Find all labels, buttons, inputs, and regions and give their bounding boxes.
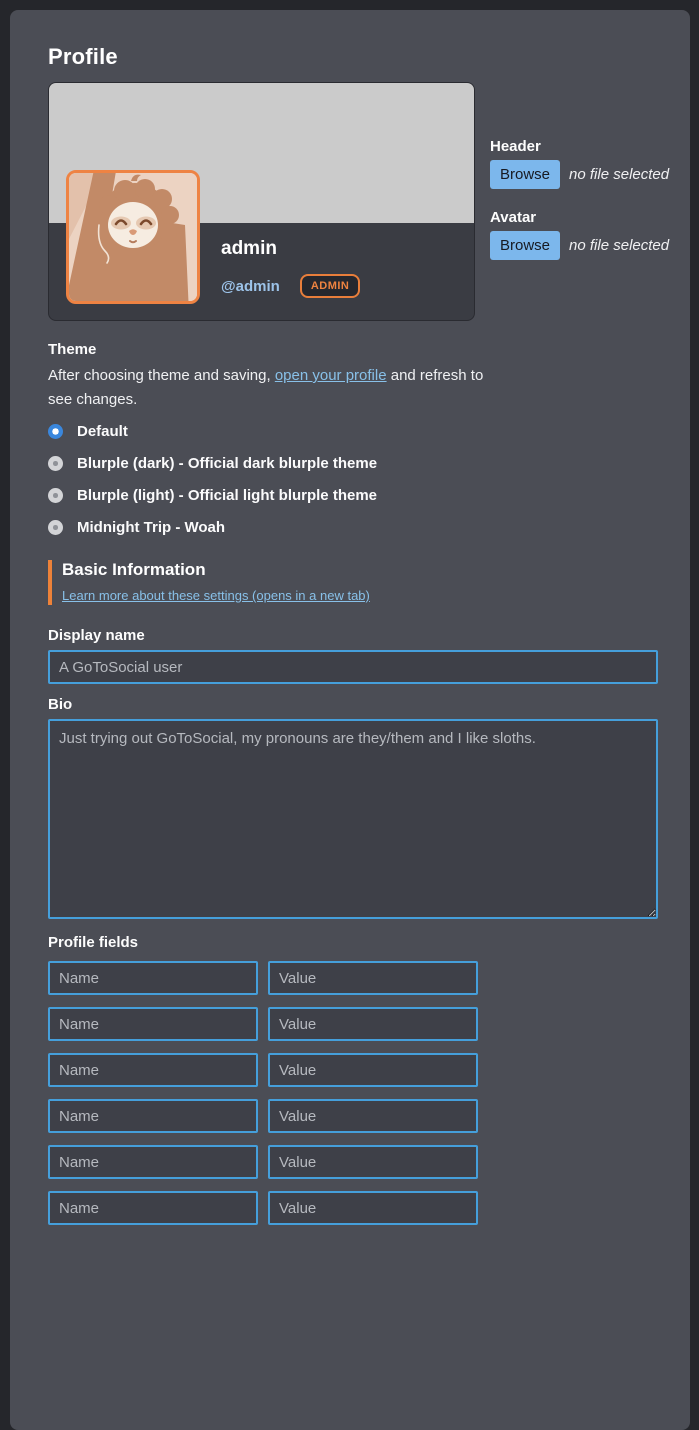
theme-description-text: After choosing theme and saving, [48, 367, 275, 384]
basic-information-title: Basic Information [62, 560, 206, 579]
profile-field-value-input[interactable] [268, 1099, 478, 1133]
profile-fields-label: Profile fields [48, 934, 139, 951]
profile-field-value-input[interactable] [268, 1191, 478, 1225]
theme-option-label: Midnight Trip - Woah [77, 518, 226, 536]
radio-button-icon[interactable] [48, 424, 63, 439]
profile-field-name-input[interactable] [48, 1053, 258, 1087]
profile-field-value-input[interactable] [268, 1007, 478, 1041]
theme-description-text: and refresh to see changes. [48, 367, 484, 408]
theme-option-label: Blurple (dark) - Official dark blurple theme [77, 454, 378, 472]
profile-field-row [48, 1191, 668, 1225]
bio-label: Bio [48, 696, 73, 713]
avatar-file-status: no file selected [569, 237, 670, 254]
theme-option-label: Default [77, 422, 128, 440]
profile-field-value-input[interactable] [268, 961, 478, 995]
theme-option-blurple-dark[interactable] [48, 454, 668, 472]
radio-button-icon[interactable] [48, 456, 63, 471]
profile-field-name-input[interactable] [48, 1191, 258, 1225]
display-name-label: Display name [48, 627, 145, 644]
header-browse-button[interactable]: Browse [490, 160, 560, 189]
sloth-avatar-image [69, 173, 197, 301]
avatar-upload-group [490, 209, 669, 260]
theme-options [48, 422, 668, 536]
card-username: @admin [221, 277, 280, 295]
bio-input[interactable] [48, 719, 658, 919]
profile-preview-card [48, 82, 475, 321]
open-profile-link[interactable]: open your profile [274, 367, 387, 384]
theme-option-blurple-light[interactable] [48, 486, 668, 504]
header-file-status: no file selected [569, 166, 670, 183]
profile-field-row [48, 961, 668, 995]
profile-field-name-input[interactable] [48, 961, 258, 995]
avatar-upload-label: Avatar [490, 209, 537, 226]
avatar-browse-button[interactable]: Browse [490, 231, 560, 260]
profile-field-name-input[interactable] [48, 1007, 258, 1041]
page-title: Profile [48, 44, 118, 69]
avatar [66, 170, 200, 304]
card-display-name: admin [221, 238, 277, 259]
profile-field-row [48, 1145, 668, 1179]
radio-button-icon[interactable] [48, 488, 63, 503]
settings-panel [10, 10, 690, 1430]
theme-description [48, 364, 493, 412]
basic-information-header [48, 560, 668, 605]
header-upload-group [490, 138, 669, 189]
learn-more-link[interactable]: Learn more about these settings (opens in a new tab) [62, 588, 370, 603]
theme-option-midnight-trip[interactable] [48, 518, 668, 536]
profile-field-value-input[interactable] [268, 1145, 478, 1179]
role-badge: ADMIN [300, 274, 361, 298]
theme-option-label: Blurple (light) - Official light blurple theme [77, 486, 377, 504]
profile-field-row [48, 1099, 668, 1133]
theme-option-default[interactable] [48, 422, 668, 440]
profile-field-row [48, 1053, 668, 1087]
profile-field-row [48, 1007, 668, 1041]
theme-section [48, 341, 668, 536]
profile-field-value-input[interactable] [268, 1053, 478, 1087]
file-upload-column [490, 138, 669, 260]
profile-field-name-input[interactable] [48, 1099, 258, 1133]
display-name-input[interactable] [48, 650, 658, 684]
theme-label: Theme [48, 341, 97, 358]
header-upload-label: Header [490, 138, 541, 155]
profile-preview-row [48, 82, 668, 321]
radio-button-icon[interactable] [48, 520, 63, 535]
profile-field-name-input[interactable] [48, 1145, 258, 1179]
